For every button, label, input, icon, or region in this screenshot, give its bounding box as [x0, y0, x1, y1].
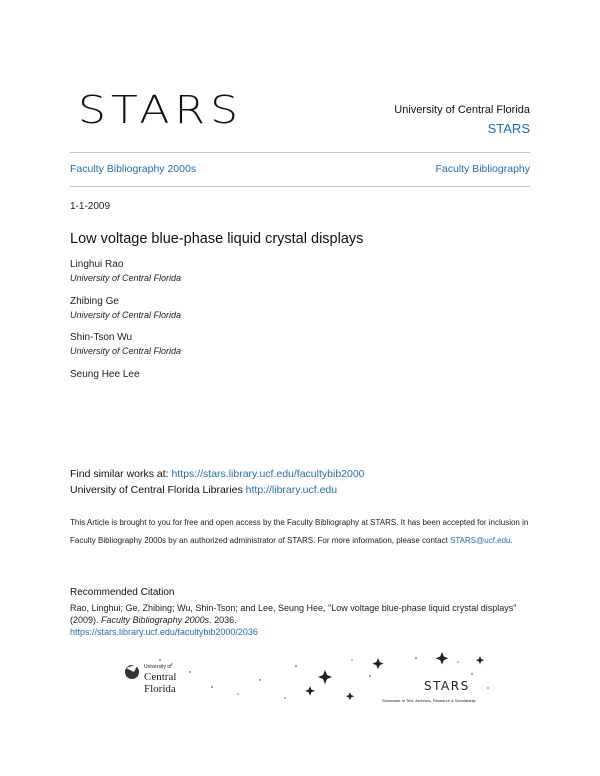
author-name: Shin-Tson Wu: [70, 332, 133, 343]
access-notice: [70, 514, 535, 550]
citation-text: [70, 602, 540, 638]
author-affiliation: University of Central Florida: [70, 310, 182, 320]
article-title: Low voltage blue-phase liquid crystal displays: [70, 231, 364, 247]
stars-repository-link[interactable]: STARS: [487, 121, 530, 136]
ucf-wordmark-line1: University of: [144, 664, 172, 670]
libraries-label: University of Central Florida Libraries: [70, 484, 243, 496]
faculty-bibliography-link[interactable]: Faculty Bibliography: [435, 163, 530, 175]
contact-email-link[interactable]: STARS@ucf.edu: [450, 536, 511, 545]
author-affiliation: University of Central Florida: [70, 273, 182, 283]
similar-works-line: [70, 468, 365, 480]
citation-suffix: . 2036.: [209, 615, 237, 625]
author-affiliation: University of Central Florida: [70, 346, 182, 356]
author-name: Zhibing Ge: [70, 296, 119, 307]
libraries-line: [70, 484, 337, 496]
footer-stars-wordmark: STARS: [424, 679, 470, 693]
author-name: Linghui Rao: [70, 259, 124, 270]
ucf-wordmark-line3: Florida: [144, 683, 176, 695]
author-name: Seung Hee Lee: [70, 369, 140, 380]
access-notice-text: This Article is brought to you for free and open access by the Faculty Bibliography at STARS. It has been accepted for inclusion in Faculty Bibliography 2000s by an authorized administrator of STARS. For more information, please contact: [70, 518, 529, 545]
stars-logo: STARS: [78, 88, 243, 133]
recommended-citation-heading: Recommended Citation: [70, 587, 175, 598]
citation-journal: Faculty Bibliography 2000s: [101, 615, 210, 625]
footer-banner: [120, 652, 500, 710]
citation-prefix: Rao, Linghui; Ge, Zhibing; Wu, Shin-Tson; and Lee, Seung Hee, "Low voltage blue-phase liquid crystal displays" (2009).: [70, 603, 517, 625]
divider-bottom: [70, 186, 530, 187]
footer-stars-tagline: Showcase of Text, Archives, Research & Scholarship: [382, 698, 476, 703]
ucf-wordmark-line2: Central: [144, 671, 177, 683]
divider-top: [70, 152, 530, 153]
faculty-bibliography-2000s-link[interactable]: Faculty Bibliography 2000s: [70, 163, 197, 175]
institution-name: University of Central Florida: [394, 104, 530, 116]
notice-period: .: [510, 536, 513, 545]
similar-works-label: Find similar works at:: [70, 468, 169, 480]
publication-date: 1-1-2009: [70, 201, 111, 212]
libraries-link[interactable]: http://library.ucf.edu: [245, 484, 338, 496]
star-field-decoration: [159, 652, 488, 700]
similar-works-link[interactable]: https://stars.library.ucf.edu/facultybib2000: [171, 468, 365, 480]
ucf-pegasus-icon: [125, 664, 139, 679]
citation-url-link[interactable]: https://stars.library.ucf.edu/facultybib2000/2036: [70, 627, 258, 637]
